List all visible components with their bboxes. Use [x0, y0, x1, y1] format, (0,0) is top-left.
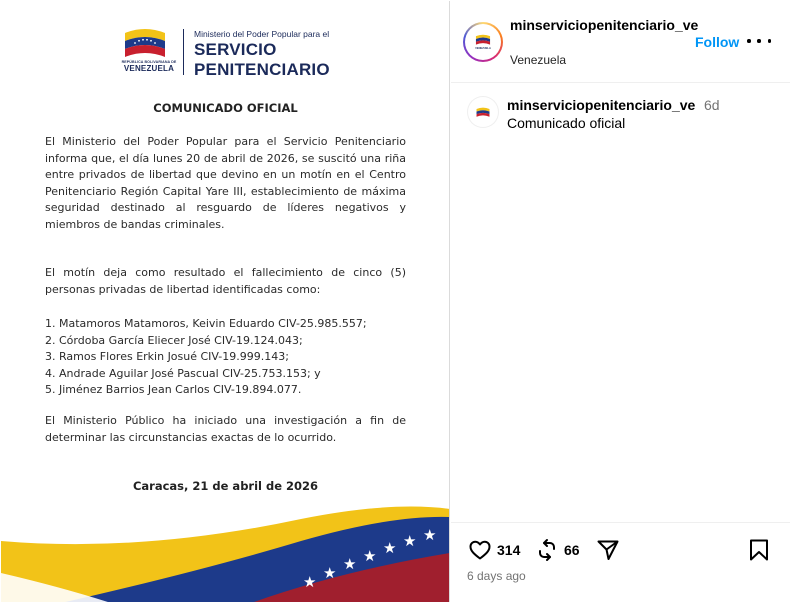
profile-username[interactable]: minserviciopenitenciario_ve — [510, 17, 699, 33]
avatar-caption: VENEZUELA — [475, 47, 491, 50]
caption-text: Comunicado oficial — [507, 115, 626, 131]
post-image[interactable] — [1, 1, 450, 602]
post-location[interactable]: Venezuela — [510, 53, 567, 67]
like-button[interactable] — [468, 538, 520, 562]
caption-username[interactable]: minserviciopenitenciario_ve — [507, 97, 696, 113]
svg-text:★: ★ — [303, 573, 317, 591]
more-options-icon[interactable] — [747, 33, 771, 49]
post-timestamp[interactable]: 6 days ago — [467, 569, 526, 583]
caption-avatar[interactable] — [467, 96, 499, 128]
repost-button[interactable] — [535, 538, 580, 562]
repost-icon[interactable] — [535, 538, 559, 562]
communique-title: COMUNICADO OFICIAL — [153, 101, 298, 115]
save-button[interactable] — [748, 538, 770, 562]
caption-time[interactable]: 6d — [704, 97, 720, 113]
logo-divider — [183, 29, 184, 75]
follow-button[interactable]: Follow — [695, 34, 740, 50]
list-item: 3. Ramos Flores Erkin Josué CIV-19.999.143; — [45, 350, 289, 363]
post-actions — [451, 522, 790, 602]
republic-label: REPÚBLICA BOLIVARIANA DE — [121, 60, 177, 64]
flag-banner-decoration — [1, 501, 450, 602]
communique-paragraph-3: El Ministerio Público ha iniciado una investigación a fin de determinar las circunstancias exactas de lo ocurrido. — [45, 414, 406, 444]
profile-avatar[interactable] — [463, 22, 503, 62]
svg-text:★: ★ — [323, 564, 337, 582]
bookmark-icon[interactable] — [748, 538, 770, 562]
share-button[interactable] — [596, 538, 620, 562]
venezuela-flag-logo — [121, 27, 177, 79]
list-item: 1. Matamoros Matamoros, Keivin Eduardo CIV-25.985.557; — [45, 317, 367, 330]
svg-text:★: ★ — [383, 539, 397, 557]
svg-text:★: ★ — [363, 547, 377, 565]
communique-paragraph-2: El motín deja como resultado el fallecimiento de cinco (5) personas privadas de libertad identificadas como: — [45, 266, 406, 296]
heart-icon[interactable] — [468, 538, 492, 562]
like-count[interactable]: 314 — [497, 542, 521, 558]
logo-service-line1: SERVICIO — [194, 40, 277, 59]
list-item: 2. Córdoba García Eliecer José CIV-19.124.043; — [45, 333, 303, 347]
list-item: 4. Andrade Aguilar José Pascual CIV-25.753.153; y — [45, 366, 321, 380]
post-header — [451, 0, 790, 83]
svg-text:★: ★ — [343, 555, 357, 573]
repost-count[interactable]: 66 — [564, 542, 580, 558]
list-item: 5. Jiménez Barrios Jean Carlos CIV-19.894.077. — [45, 383, 302, 396]
country-label: VENEZUELA — [123, 64, 175, 73]
communique-signature: Caracas, 21 de abril de 2026 — [132, 479, 319, 493]
send-icon[interactable] — [596, 538, 620, 562]
svg-text:★: ★ — [423, 526, 437, 544]
svg-text:★: ★ — [403, 532, 417, 550]
logo-service-line2: PENITENCIARIO — [194, 60, 330, 79]
ministry-logo — [121, 27, 330, 79]
logo-ministry-text: Ministerio del Poder Popular para el — [194, 29, 330, 39]
post-sidebar — [451, 0, 790, 602]
deceased-list — [45, 316, 406, 399]
communique-paragraph-1: El Ministerio del Poder Popular para el Servicio Penitenciario informa que, el día lunes 20 de abril de 2026, se suscitó una riña entre privados de libertad que devino en un motín en el Centro Penitenciario Región Capital Yare III, establecimiento de máxima seguridad destinado al resguardo de líderes negativos y miembros de bandas criminales. — [45, 135, 406, 231]
